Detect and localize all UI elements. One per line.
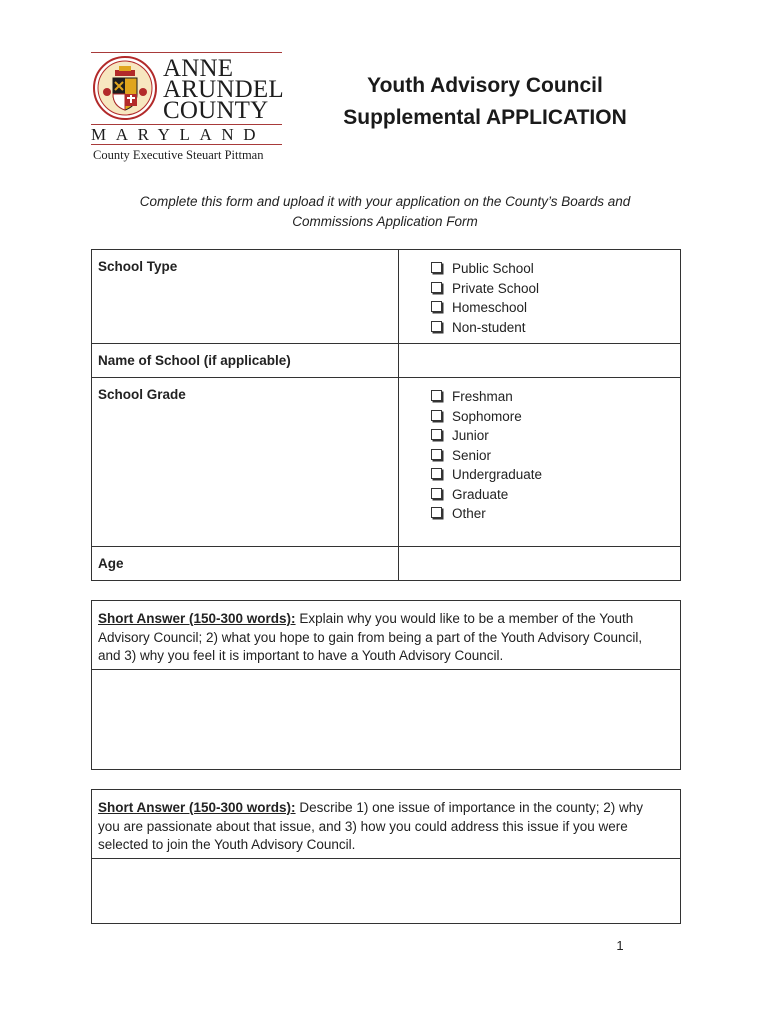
option-homeschool[interactable] [399,298,674,318]
option-other[interactable] [399,504,674,524]
option-junior[interactable] [399,426,674,446]
option-sophomore[interactable] [399,407,674,427]
prompt-line: you are passionate about that issue, and 3) how you could address this issue if you were [98,818,628,834]
option-public-school[interactable] [399,259,674,279]
checkbox-icon[interactable] [431,282,442,293]
option-label: Undergraduate [452,467,543,483]
title-line-1: Youth Advisory Council [367,74,603,97]
table-row [92,250,681,344]
checkbox-icon[interactable] [431,449,442,460]
prompt-text: Describe 1) one issue of importance in the county; 2) why [295,800,643,815]
option-label: Junior [452,428,489,444]
option-label: Sophomore [452,408,522,424]
option-label: Freshman [452,389,513,405]
checkbox-icon[interactable] [431,429,442,440]
checkbox-icon[interactable] [431,507,442,518]
age-field[interactable] [399,547,681,581]
option-label: Senior [452,447,492,463]
logo-executive: County Executive Steuart Pittman [93,148,264,162]
logo-line-arundel: ARUNDEL [163,76,284,103]
short-answer-box-1 [91,600,681,770]
table-row [92,344,681,378]
school-type-options [399,250,681,344]
page-number: 1 [616,938,624,953]
prompt-line: Advisory Council; 2) what you hope to gain from being a part of the Youth Advisory Council, [98,629,643,645]
applicant-info-table [91,249,681,581]
option-undergraduate[interactable] [399,465,674,485]
prompt-heading: Short Answer (150-300 words): [98,800,296,815]
prompt-text: Explain why you would like to be a member of the Youth [295,611,634,626]
county-logo [91,52,291,164]
option-label: Homeschool [452,300,528,316]
table-row [92,547,681,581]
intro-text [100,192,670,232]
logo-rule-top [91,52,282,53]
option-graduate[interactable] [399,485,674,505]
option-label: Graduate [452,486,509,502]
short-answer-box-2 [91,789,681,924]
option-non-student[interactable] [399,318,674,338]
logo-line-county: COUNTY [163,97,269,124]
checkbox-icon[interactable] [431,468,442,479]
short-answer-prompt-1 [92,601,680,670]
school-name-field[interactable] [399,344,681,378]
checkbox-icon[interactable] [431,390,442,401]
option-label: Non-student [452,319,526,335]
prompt-line [98,610,674,629]
option-label: Private School [452,280,540,296]
school-grade-options [399,378,681,547]
checkbox-icon[interactable] [431,301,442,312]
title-line-2: Supplemental APPLICATION [343,106,627,129]
option-label: Public School [452,261,534,277]
table-row [92,378,681,547]
checkbox-icon[interactable] [431,410,442,421]
prompt-line [98,799,674,818]
school-grade-label: School Grade [92,378,399,547]
logo-state: MARYLAND [91,125,266,144]
short-answer-field-2[interactable] [92,859,680,924]
checkbox-icon[interactable] [431,488,442,499]
prompt-line: selected to join the Youth Advisory Council. [98,837,356,852]
school-type-label: School Type [92,250,399,344]
logo-rule-bottom [91,144,282,145]
county-seal-icon [93,56,157,120]
intro-line-1: Complete this form and upload it with your application on the County’s Boards and [139,194,631,209]
prompt-heading: Short Answer (150-300 words): [98,611,296,626]
prompt-line: and 3) why you feel it is important to have a Youth Advisory Council. [98,648,504,663]
intro-line-2: Commissions Application Form [292,214,478,229]
option-freshman[interactable] [399,387,674,407]
short-answer-prompt-2 [92,790,680,859]
page-title [300,70,670,134]
option-private-school[interactable] [399,279,674,299]
logo-line-anne: ANNE [163,55,234,82]
short-answer-field-1[interactable] [92,670,680,770]
checkbox-icon[interactable] [431,262,442,273]
school-name-label: Name of School (if applicable) [92,344,399,378]
option-label: Other [452,506,486,522]
checkbox-icon[interactable] [431,321,442,332]
age-label: Age [92,547,399,581]
option-senior[interactable] [399,446,674,466]
